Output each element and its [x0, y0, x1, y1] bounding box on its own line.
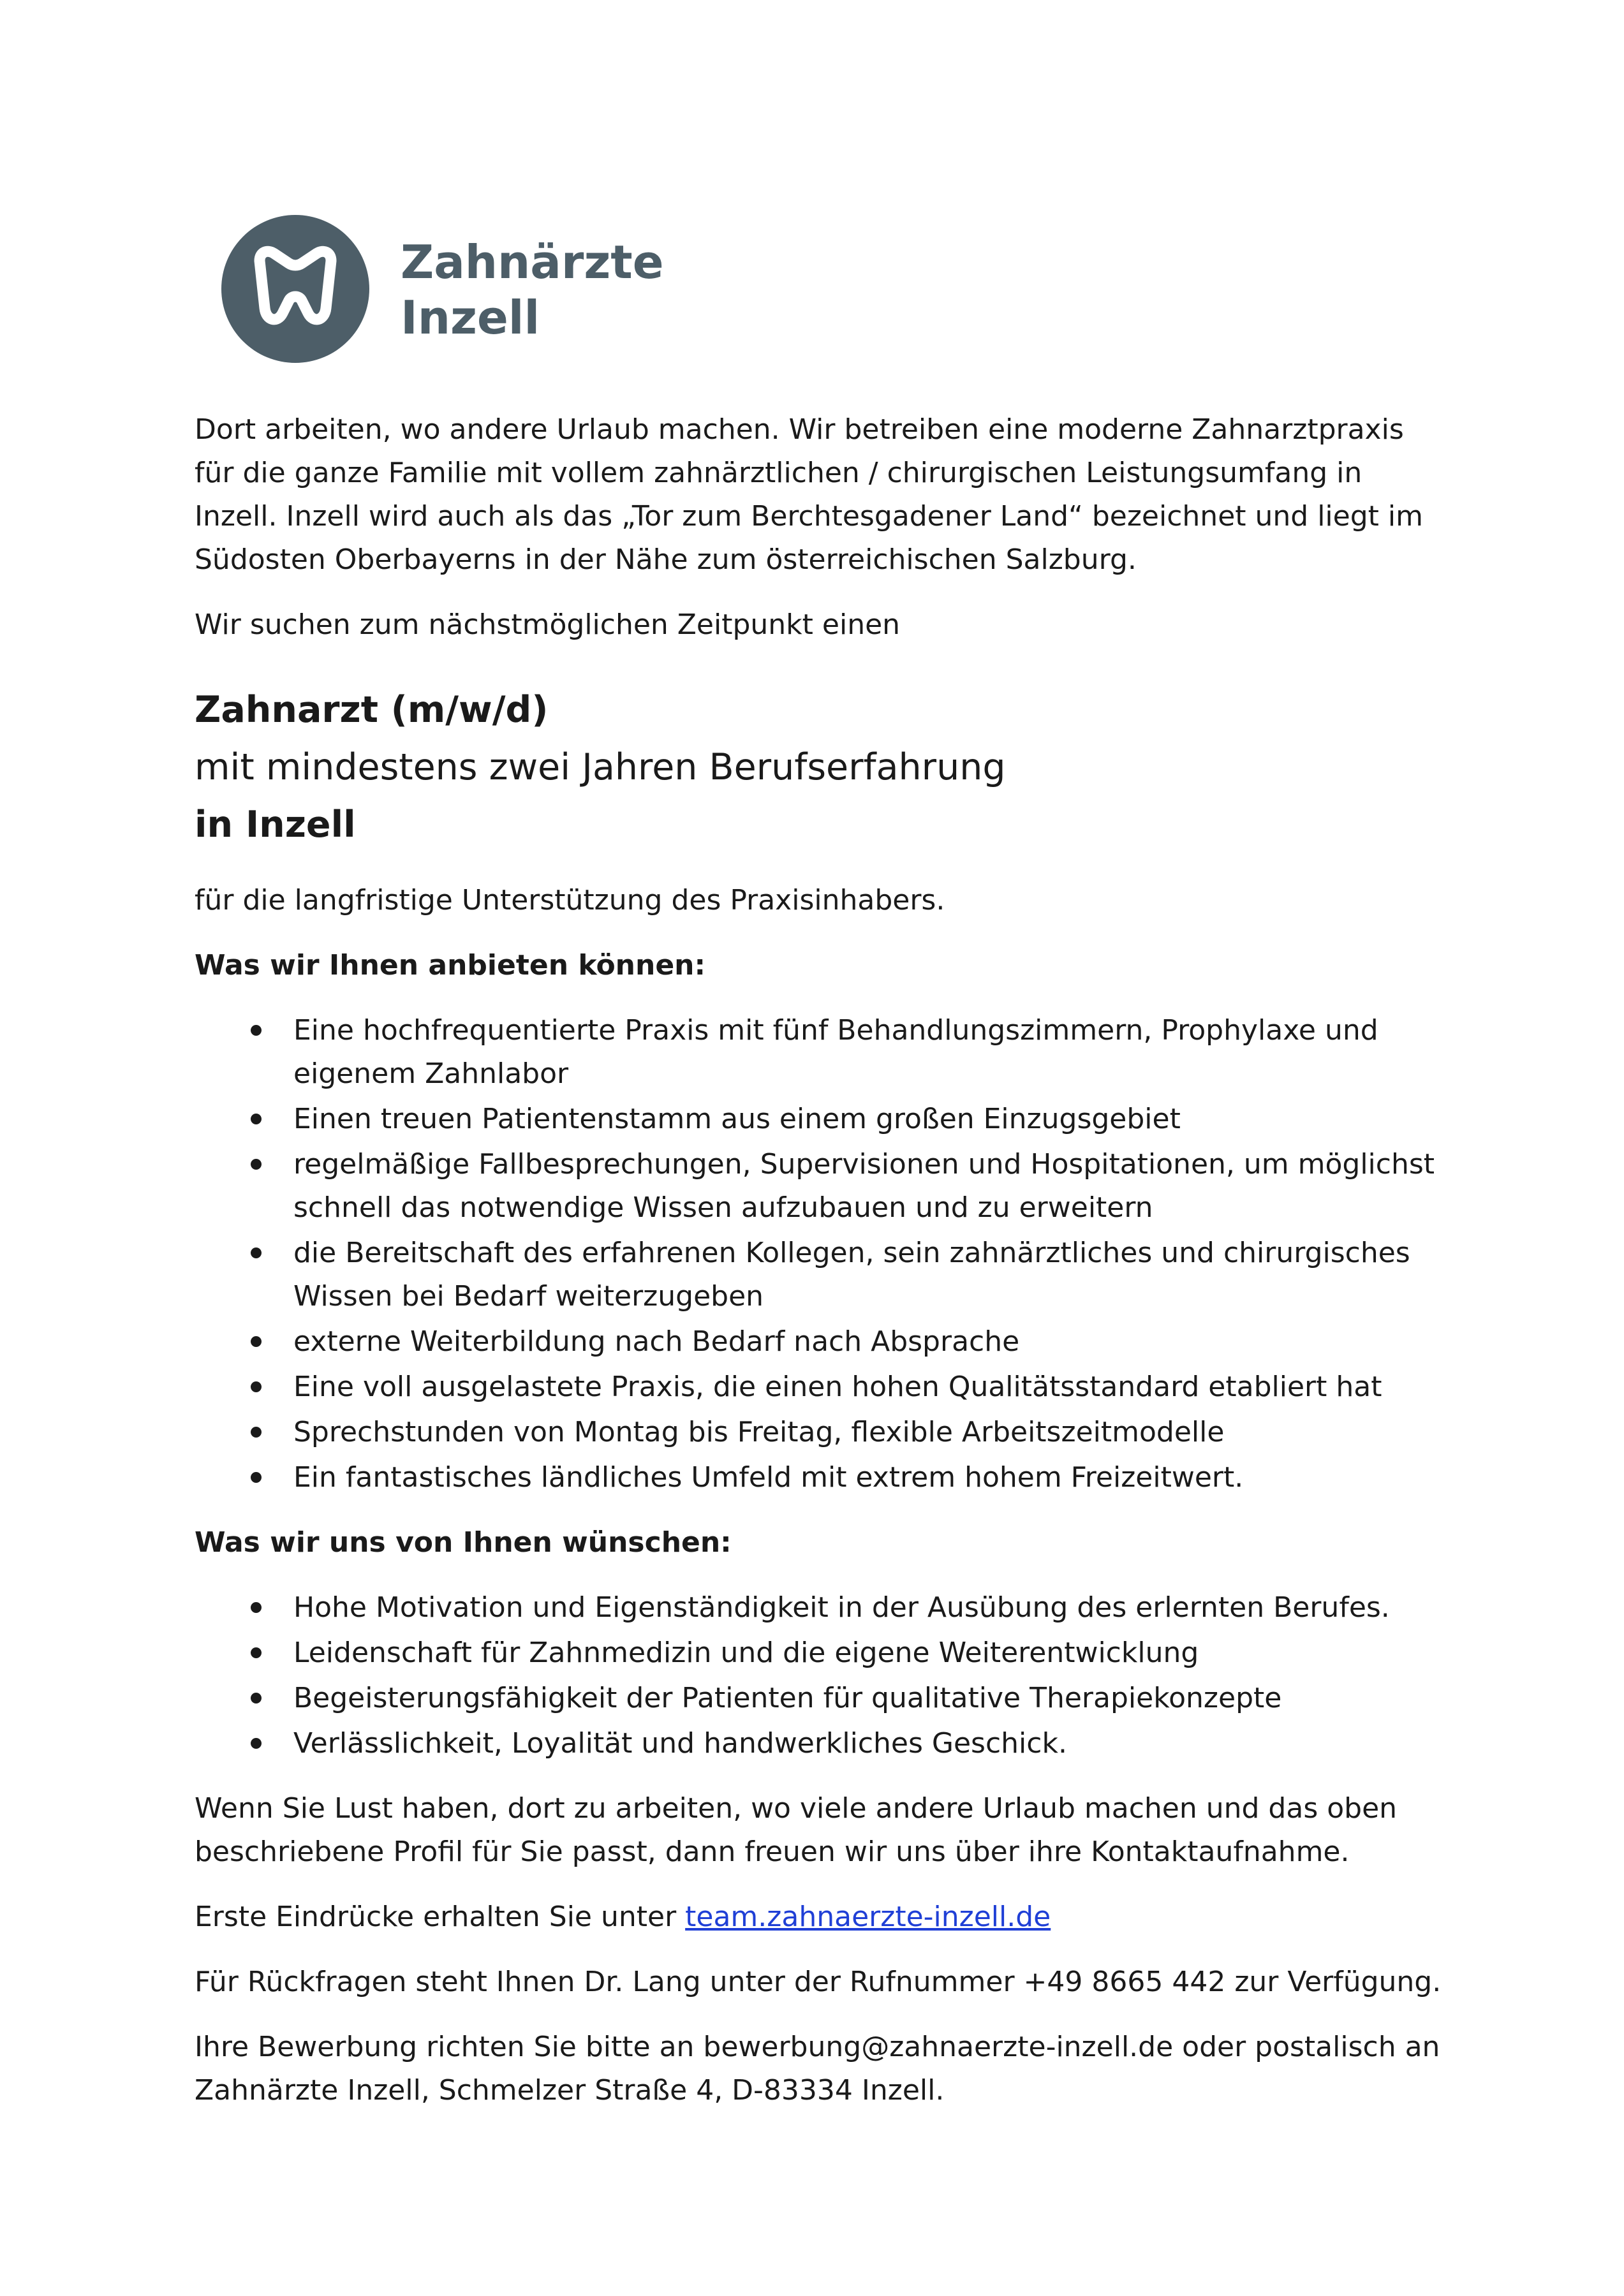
list-item — [195, 1677, 1445, 1720]
list-item — [195, 1009, 1445, 1096]
purpose-line: für die langfristige Unterstützung des Praxisinhabers. — [195, 884, 945, 916]
list-item-text: die Bereitschaft des erfahrenen Kollegen, sein zahnärztliches und chirurgisches Wissen bei Bedarf weiterzugeben — [293, 1237, 1410, 1313]
impressions-prefix: Erste Eindrücke erhalten Sie unter — [195, 1901, 686, 1933]
document-body — [195, 408, 1445, 2134]
logo-graphic — [220, 212, 705, 365]
contact-line: Für Rückfragen steht Ihnen Dr. Lang unter der Rufnummer +49 8665 442 zur Verfügung. — [195, 1966, 1442, 1998]
list-item — [195, 1320, 1445, 1364]
offer-heading: Was wir Ihnen anbieten können: — [195, 949, 706, 982]
list-item-text: Begeisterungsfähigkeit der Patienten für qualitative Therapiekonzepte — [293, 1682, 1282, 1714]
closing-paragraph: Wenn Sie Lust haben, dort zu arbeiten, wo viele andere Urlaub machen und das oben beschriebene Profil für Sie passt, dann freuen wir uns über ihre Kontaktaufnahme. — [195, 1792, 1398, 1868]
list-item-text: Eine hochfrequentierte Praxis mit fünf Behandlungszimmern, Prophylaxe und eigenem Zahnlabor — [293, 1014, 1378, 1090]
application-paragraph: Ihre Bewerbung richten Sie bitte an bewerbung@zahnaerzte-inzell.de oder postalisch an Zahnärzte Inzell, Schmelzer Straße 4, D-83334 Inzell. — [195, 2031, 1440, 2107]
bullet-icon — [251, 1114, 262, 1124]
list-item-text: Ein fantastisches ländliches Umfeld mit extrem hohem Freizeitwert. — [293, 1461, 1244, 1494]
list-item — [195, 1722, 1445, 1765]
bullet-icon — [251, 1602, 262, 1613]
bullet-icon — [251, 1472, 262, 1483]
list-item-text: Eine voll ausgelastete Praxis, die einen hohen Qualitätsstandard etabliert hat — [293, 1371, 1382, 1403]
bullet-icon — [251, 1159, 262, 1170]
list-item — [195, 1098, 1445, 1141]
bullet-icon — [251, 1693, 262, 1704]
intro-paragraph: Dort arbeiten, wo andere Urlaub machen. Wir betreiben eine moderne Zahnarztpraxis für die ganze Familie mit vollem zahnärztlichen / chirurgischen Leistungsumfang in Inzell. Inzell wird auch als das „Tor zum Berchtesgadener Land“ bezeichnet und liegt im Südosten Oberbayerns in der Nähe zum österreichischen Salzburg. — [195, 413, 1423, 576]
logo-text-line2: Inzell — [401, 291, 540, 344]
bullet-icon — [251, 1336, 262, 1347]
list-item-text: Leidenschaft für Zahnmedizin und die eigene Weiterentwicklung — [293, 1637, 1199, 1669]
job-subtitle: mit mindestens zwei Jahren Berufserfahrung — [195, 746, 1006, 788]
list-item — [195, 1411, 1445, 1454]
search-line: Wir suchen zum nächstmöglichen Zeitpunkt einen — [195, 608, 901, 641]
bullet-icon — [251, 1647, 262, 1658]
bullet-icon — [251, 1427, 262, 1438]
list-item-text: Sprechstunden von Montag bis Freitag, flexible Arbeitszeitmodelle — [293, 1416, 1225, 1448]
website-link[interactable]: team.zahnaerzte-inzell.de — [685, 1901, 1051, 1933]
impressions-line — [195, 1895, 1445, 1939]
list-item — [195, 1456, 1445, 1499]
list-item-text: externe Weiterbildung nach Bedarf nach Absprache — [293, 1325, 1020, 1358]
list-item-text: Einen treuen Patientenstamm aus einem großen Einzugsgebiet — [293, 1103, 1181, 1135]
list-item — [195, 1232, 1445, 1318]
list-item-text: regelmäßige Fallbesprechungen, Supervisionen und Hospitationen, um möglichst schnell das notwendige Wissen aufzubauen und zu erweitern — [293, 1148, 1435, 1224]
logo-text-line1: Zahnärzte — [401, 235, 664, 289]
wish-list — [195, 1586, 1445, 1765]
bullet-icon — [251, 1738, 262, 1749]
list-item — [195, 1586, 1445, 1630]
list-item-text: Verlässlichkeit, Loyalität und handwerkliches Geschick. — [293, 1727, 1067, 1760]
wish-heading: Was wir uns von Ihnen wünschen: — [195, 1526, 732, 1559]
logo-circle — [221, 215, 369, 363]
job-title: Zahnarzt (m/w/d) — [195, 689, 549, 731]
logo — [220, 212, 705, 365]
job-title-block — [195, 681, 1445, 853]
job-location: in Inzell — [195, 804, 356, 846]
bullet-icon — [251, 1025, 262, 1036]
bullet-icon — [251, 1381, 262, 1392]
list-item-text: Hohe Motivation und Eigenständigkeit in der Ausübung des erlernten Berufes. — [293, 1591, 1390, 1624]
list-item — [195, 1143, 1445, 1230]
bullet-icon — [251, 1247, 262, 1258]
offer-list — [195, 1009, 1445, 1499]
list-item — [195, 1631, 1445, 1675]
list-item — [195, 1365, 1445, 1409]
